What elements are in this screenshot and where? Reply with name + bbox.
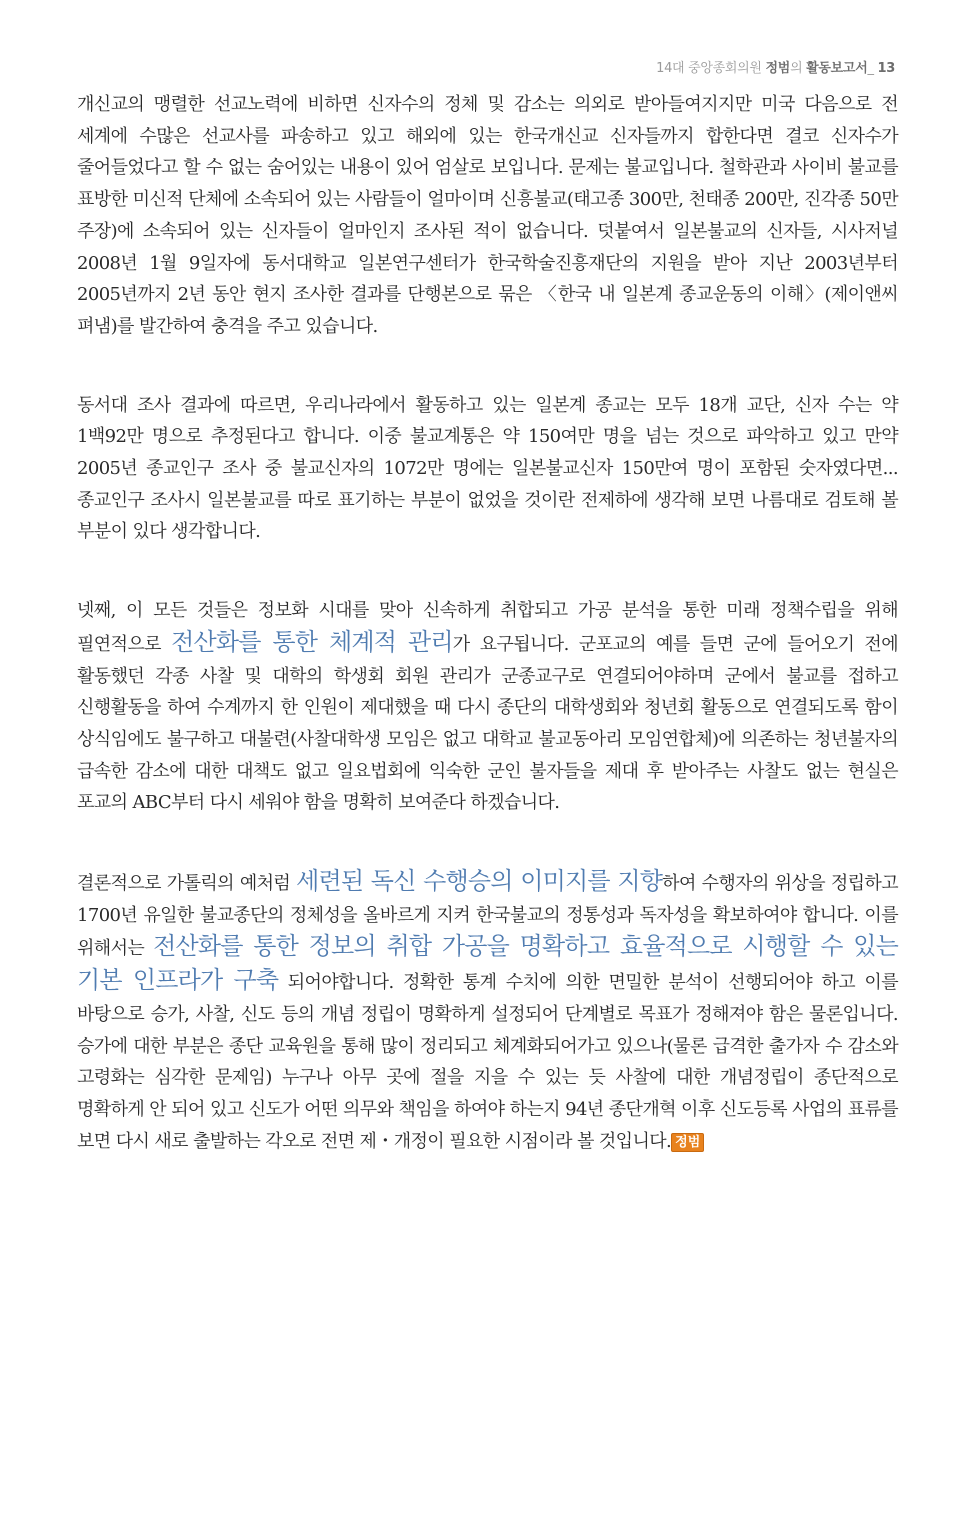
paragraph-4	[77, 866, 898, 1157]
paragraph-4-after: 되어야합니다. 정확한 통계 수치에 의한 면밀한 분석이 선행되어야 하고 이를 바탕으로 승가, 사찰, 신도 등의 개념 정립이 명확하게 설정되어 단계별로 목표가 정해져야 함은 물론입니다. 승가에 대한 부분은 종단 교육원을 통해 많이 정리되고 체계화되어가고 있으나(물론 급격한 출가자 수 감소와 고령화는 심각한 문제임) 누구나 아무 곳에 절을 지을 수 있는 듯 사찰에 대한 개념정립이 종단적으로 명확하게 안 되어 있고 신도가 어떤 의무와 책임을 하여야 하는지 94년 종단개혁 이후 신도등록 사업의 표류를 보면 다시 새로 출발하는 각오로 전면 제・개정이 필요한 시점이라 볼 것입니다.	[77, 972, 899, 1152]
paragraph-4-mid: 하여 수행자의 위상을 정립하고 1700년 유일한 불교종단의 정체성을 올바르게 지켜 한국불교의 정통성과 독자성을 확보하여야 합니다. 이를 위해서는	[77, 873, 899, 960]
paragraph-3-after: 가 요구됩니다. 군포교의 예를 들면 군에 들어오기 전에 활동했던 각종 사찰 및 대학의 학생회 회원 관리가 군종교구로 연결되어야하며 군에서 불교를 접하고 신행활동을 하여 수계까지 한 인원이 제대했을 때 다시 종단의 대학생회와 청년회 활동으로 연결되도록 함이 상식임에도 불구하고 대불련(사찰대학생 모임은 없고 대학교 불교동아리 모임연합체)에 의존하는 청년불자의 급속한 감소에 대한 대책도 없고 일요법회에 익숙한 군인 불자들을 제대 후 받아주는 사찰도 없는 현실은 포교의 ABC부터 다시 세워야 함을 명확히 보여준다 하겠습니다.	[77, 633, 898, 814]
paragraph-4-highlight-1: 세련된 독신 수행승의 이미지를 지향	[296, 867, 663, 896]
end-mark-logo: 정범	[671, 1133, 704, 1152]
page-number: 13	[877, 61, 895, 76]
paragraph-3-highlight: 전산화를 통한 체계적 관리	[171, 627, 453, 656]
paragraph-2	[77, 390, 898, 549]
header-prefix: 14대 중앙종회의원	[656, 61, 766, 76]
header-name: 정범	[765, 61, 791, 76]
paragraph-3	[77, 595, 898, 819]
header-sep: _	[867, 61, 878, 76]
running-header	[656, 57, 895, 76]
paragraph-2-text: 동서대 조사 결과에 따르면, 우리나라에서 활동하고 있는 일본계 종교는 모두 18개 교단, 신자 수는 약 1백92만 명으로 추정된다고 합니다. 이중 불교계통은 약 150여만 명을 넘는 것으로 파악하고 있고 만약 2005년 종교인구 조사 중 불교신자의 1072만 명에는 일본불교신자 150만여 명이 포함된 숫자였다면... 종교인구 조사시 일본불교를 따로 표기하는 부분이 없었을 것이란 전제하에 생각해 보면 나름대로 검토해 볼 부분이 있다 생각합니다.	[77, 394, 898, 543]
paragraph-1-text: 개신교의 맹렬한 선교노력에 비하면 신자수의 정체 및 감소는 의외로 받아들여지지만 미국 다음으로 전 세계에 수많은 선교사를 파송하고 있고 해외에 있는 한국개신교 신자들까지 합한다면 결코 신자수가 줄어들었다고 할 수 없는 숨어있는 내용이 있어 엄살로 보입니다. 문제는 불교입니다. 철학관과 사이비 불교를 표방한 미신적 단체에 소속되어 있는 사람들이 얼마이며 신흥불교(태고종 300만, 천태종 200만, 진각종 50만 주장)에 소속되어 있는 신자들이 얼마인지 조사된 적이 없습니다. 덧붙여서 일본불교의 신자들, 시사저널 2008년 1월 9일자에 동서대학교 일본연구센터가 한국학술진흥재단의 지원을 받아 지난 2003년부터 2005년까지 2년 동안 현지 조사한 결과를 단행본으로 묶은 〈한국 내 일본계 종교운동의 이해〉(제이앤씨 펴냄)를 발간하여 충격을 주고 있습니다.	[77, 94, 898, 337]
header-mid: 의	[790, 61, 807, 76]
article-body	[77, 89, 898, 1157]
paragraph-3-before: 넷째, 이 모든 것들은 정보화 시대를 맞아 신속하게 취합되고 가공 분석을 통한 미래 정책수립을 위해 필연적으로	[77, 600, 898, 655]
header-title: 활동보고서	[806, 61, 868, 76]
paragraph-4-before: 결론적으로 가톨릭의 예처럼	[77, 873, 297, 895]
paragraph-4-highlight-2: 전산화를 통한 정보의 취합 가공을 명확하고 효율적으로 시행할 수 있는 기본 인프라가 구축	[77, 932, 898, 995]
paragraph-1	[77, 89, 898, 343]
